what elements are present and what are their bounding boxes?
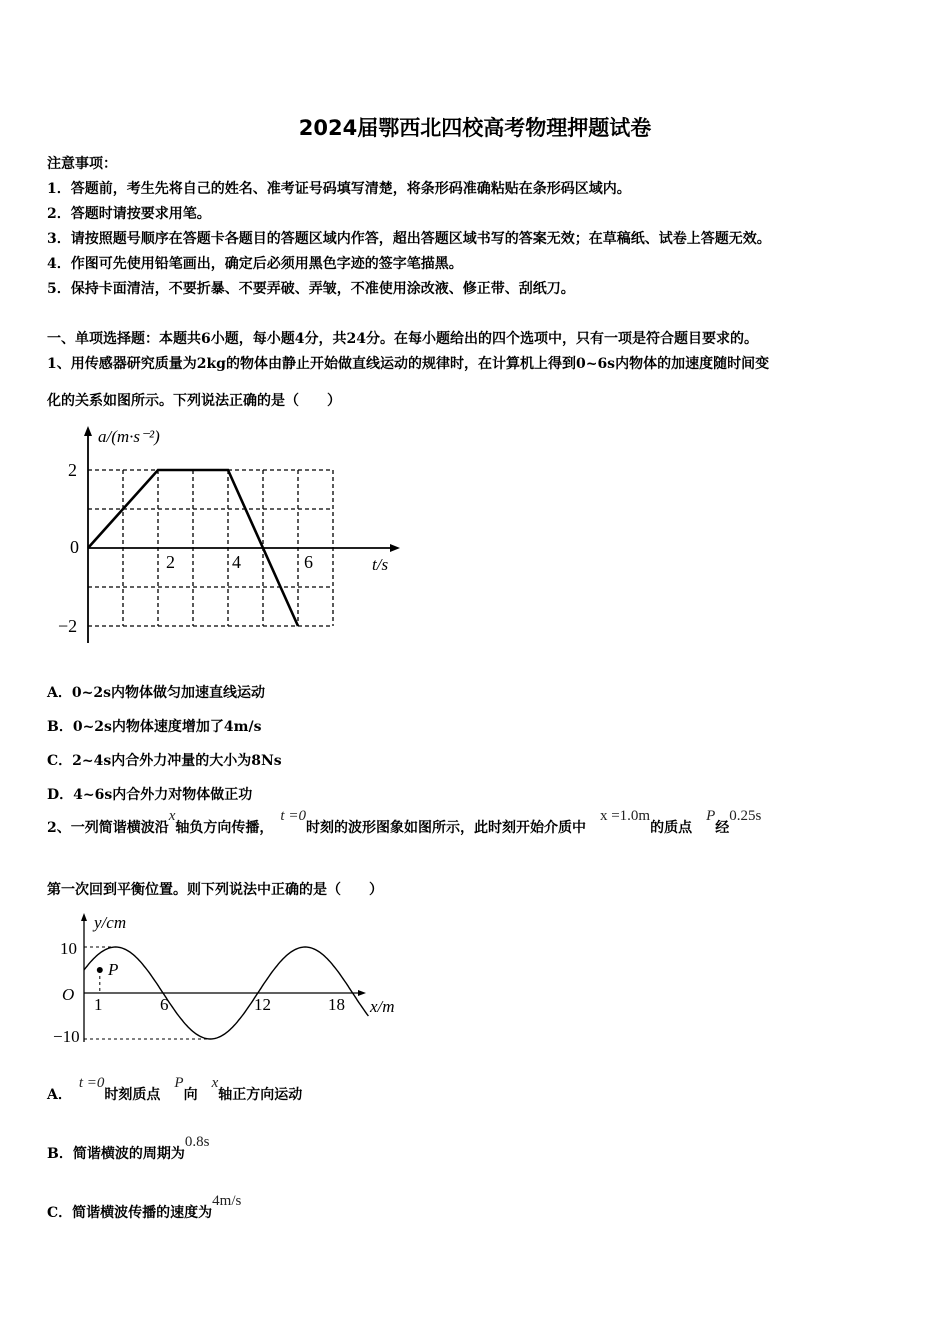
acceleration-time-chart [50, 420, 410, 645]
chart2-xtick: 1 [94, 995, 103, 1014]
chart2-xtick: 6 [160, 995, 169, 1014]
notice-item: 3．请按照题号顺序在答题卡各题目的答题区域内作答，超出答题区域书写的答案无效；在草稿纸、试卷上答题无效。 [47, 231, 771, 247]
chart1-ytick: 2 [68, 460, 77, 480]
chart2-xtick: 18 [328, 995, 345, 1014]
notice-item: 5．保持卡面清洁，不要折暴、不要弄破、弄皱，不准使用涂改液、修正带、刮纸刀。 [47, 281, 575, 297]
chart2-origin: O [62, 985, 75, 1004]
math-t0: t =0 [280, 808, 306, 824]
chart1-xtick: 6 [304, 552, 313, 572]
chart2-point-label: P [108, 960, 119, 979]
option-c: C．2~4s内合外力冲量的大小为8Ns [47, 753, 282, 769]
option-b: B．0~2s内物体速度增加了4m/s [47, 719, 262, 735]
chart1-y-arrow [84, 426, 92, 436]
chart2-ytick: 10 [60, 939, 77, 958]
option-d: D．4~6s内合外力对物体做正功 [47, 787, 253, 803]
chart1-xtick: 4 [232, 552, 241, 572]
math-x: x [168, 808, 176, 824]
q2-option-b: B．简谐横波的周期为0.8s [47, 1134, 210, 1162]
chart2-y-arrow [81, 913, 87, 921]
section-heading: 一、单项选择题：本题共6小题，每小题4分，共24分。在每小题给出的四个选项中，只有一项是符合题目要求的。 [47, 331, 758, 347]
chart1-xtick: 2 [166, 552, 175, 572]
chart1-origin: 0 [70, 537, 79, 557]
q2-stem-line2: 第一次回到平衡位置。则下列说法中正确的是（ ） [47, 882, 383, 898]
math-time: 0.25s [729, 808, 762, 824]
q2-option-a: A． t =0时刻质点 P向 x轴正方向运动 [47, 1075, 303, 1103]
math-P: P [706, 808, 716, 824]
chart1-ylabel: a/(m·s⁻²) [98, 427, 160, 446]
chart2-xlabel: x/m [370, 997, 395, 1016]
chart2-ylabel: y/cm [94, 913, 127, 932]
chart1-ytick: −2 [58, 616, 78, 636]
math-x1: x =1.0m [599, 808, 651, 824]
notice-item: 4．作图可先使用铅笔画出，确定后必须用黑色字迹的签字笔描黑。 [47, 256, 463, 272]
wave-chart [50, 908, 410, 1048]
chart1-xlabel: t/s [372, 555, 389, 574]
chart2-point-p [97, 967, 103, 973]
notice-item: 1．答题前，考生先将自己的姓名、准考证号码填写清楚，将条形码准确粘贴在条形码区域内。 [47, 181, 631, 197]
q1-stem-line2: 化的关系如图所示。下列说法正确的是（ ） [47, 393, 341, 409]
q2-stem-line1: 2、一列简谐横波沿x轴负方向传播， t =0时刻的波形图象如图所示，此时刻开始介质中 x =1.0m的质点 P经0.25s [47, 808, 762, 836]
option-a: A．0~2s内物体做匀加速直线运动 [47, 685, 265, 701]
chart1-x-arrow [390, 544, 400, 552]
chart2-xtick: 12 [254, 995, 271, 1014]
q2-option-c: C．简谐横波传播的速度为4m/s [47, 1193, 242, 1221]
notice-heading: 注意事项： [47, 156, 117, 172]
chart2-ytick: −10 [53, 1027, 80, 1046]
q1-stem-line1: 1、用传感器研究质量为2kg的物体由静止开始做直线运动的规律时，在计算机上得到0~6s内物体的加速度随时间变 [47, 356, 770, 372]
page-title: 2024届鄂西北四校高考物理押题试卷 [298, 116, 652, 140]
chart2-x-arrow [358, 990, 366, 996]
notice-item: 2．答题时请按要求用笔。 [47, 206, 211, 222]
